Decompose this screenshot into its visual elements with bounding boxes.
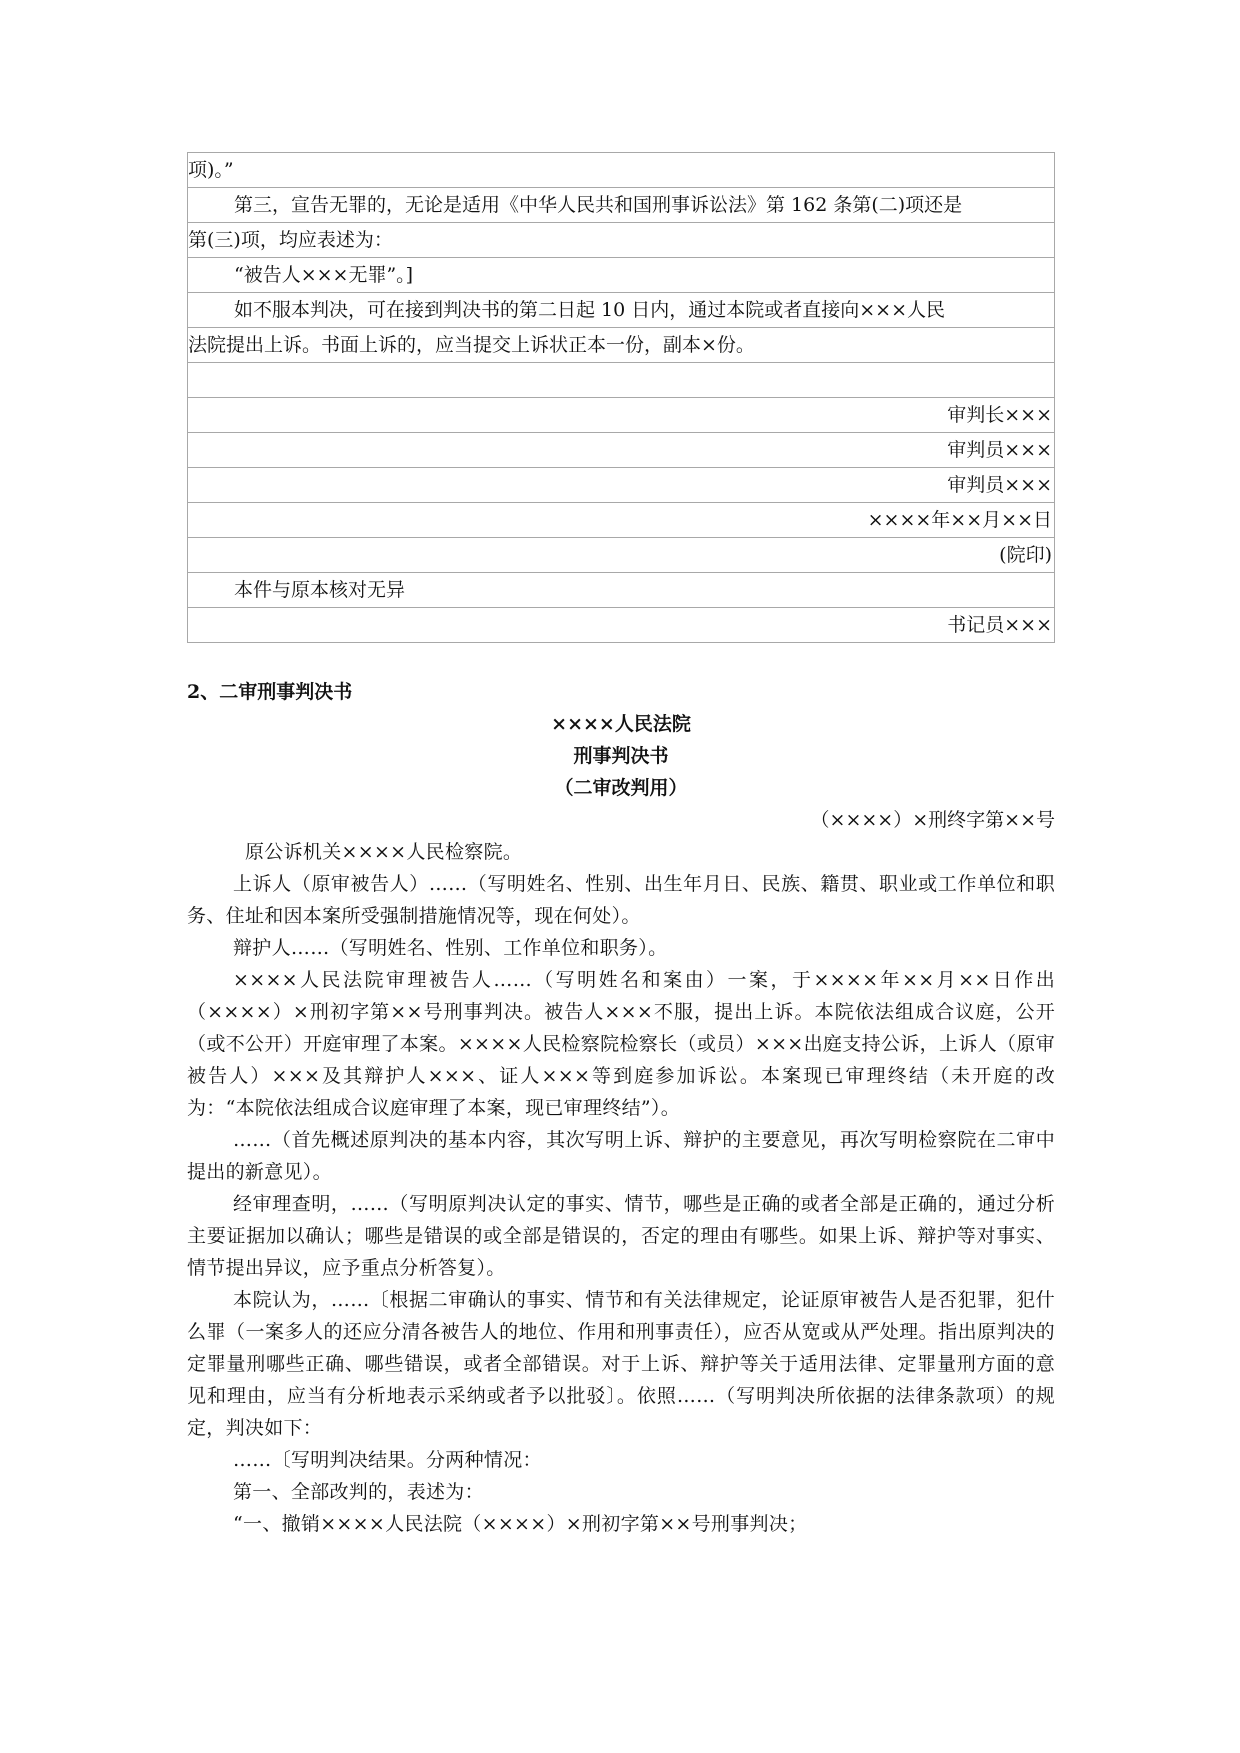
body-paragraph: ……（首先概述原判决的基本内容，其次写明上诉、辩护的主要意见，再次写明检察院在二审中提出的新意见）。	[187, 1129, 1055, 1183]
table-row: ××××年××月××日	[187, 503, 1055, 538]
body-paragraph: 经审理查明，……（写明原判决认定的事实、情节，哪些是正确的或者全部是正确的，通过分析主要证据加以确认；哪些是错误的或全部是错误的，否定的理由有哪些。如果上诉、辩护等对事实、情节提出异议，应予重点分析答复）。	[187, 1193, 1055, 1279]
body-paragraph: 原公诉机关××××人民检察院。	[245, 841, 523, 863]
table-row: 本件与原本核对无异	[187, 573, 1055, 608]
document-subtitle: （二审改判用）	[554, 777, 688, 799]
body-paragraph: 本院认为，……〔根据二审确认的事实、情节和有关法律规定，论证原审被告人是否犯罪，犯什么罪（一案多人的还应分清各被告人的地位、作用和刑事责任），应否从宽或从严处理。指出原判决的定罪量刑哪些正确、哪些错误，或者全部错误。对于上诉、辩护等关于适用法律、定罪量刑方面的意见和理由，应当有分析地表示采纳或者予以批驳〕。依照……（写明判决所依据的法律条款项）的规定，判决如下：	[187, 1289, 1055, 1439]
table-row: 项)。”	[187, 153, 1055, 188]
judgment-body	[187, 836, 1055, 1540]
case-number: （××××）×刑终字第××号	[810, 809, 1055, 831]
table-row: (院印)	[187, 538, 1055, 573]
template-table	[187, 152, 1055, 643]
table-row: 审判长×××	[187, 398, 1055, 433]
body-paragraph: 辩护人……（写明姓名、性别、工作单位和职务）。	[233, 937, 668, 959]
table-row: “被告人×××无罪”。]	[187, 258, 1055, 293]
body-paragraph: ××××人民法院审理被告人……（写明姓名和案由）一案，于××××年××月××日作出（××××）×刑初字第××号刑事判决。被告人×××不服，提出上诉。本院依法组成合议庭，公开（或不公开）开庭审理了本案。××××人民检察院检察长（或员）×××出庭支持公诉，上诉人（原审被告人）×××及其辩护人×××、证人×××等到庭参加诉讼。本案现已审理终结（未开庭的改为：“本院依法组成合议庭审理了本案，现已审理终结”）。	[187, 969, 1055, 1119]
section-heading: 2、二审刑事判决书	[187, 681, 353, 703]
table-row: 审判员×××	[187, 468, 1055, 503]
table-row: 法院提出上诉。书面上诉的，应当提交上诉状正本一份，副本×份。	[187, 328, 1055, 363]
table-row: 第(三)项，均应表述为：	[187, 223, 1055, 258]
table-row: 审判员×××	[187, 433, 1055, 468]
court-title: ××××人民法院	[551, 713, 691, 735]
second-instance-section	[187, 676, 1055, 1540]
body-paragraph: 上诉人（原审被告人）……（写明姓名、性别、出生年月日、民族、籍贯、职业或工作单位和职务、住址和因本案所受强制措施情况等，现在何处）。	[187, 873, 1055, 927]
table-row: 如不服本判决，可在接到判决书的第二日起 10 日内，通过本院或者直接向×××人民	[187, 293, 1055, 328]
document-title: 刑事判决书	[573, 745, 669, 767]
table-row	[187, 363, 1055, 398]
body-paragraph: ……〔写明判决结果。分两种情况：	[233, 1449, 542, 1471]
table-row: 书记员×××	[187, 608, 1055, 643]
body-paragraph: “一、撤销××××人民法院（××××）×刑初字第××号刑事判决；	[233, 1513, 808, 1535]
table-row: 第三，宣告无罪的，无论是适用《中华人民共和国刑事诉讼法》第 162 条第(二)项还是	[187, 188, 1055, 223]
body-paragraph: 第一、全部改判的，表述为：	[233, 1481, 484, 1503]
